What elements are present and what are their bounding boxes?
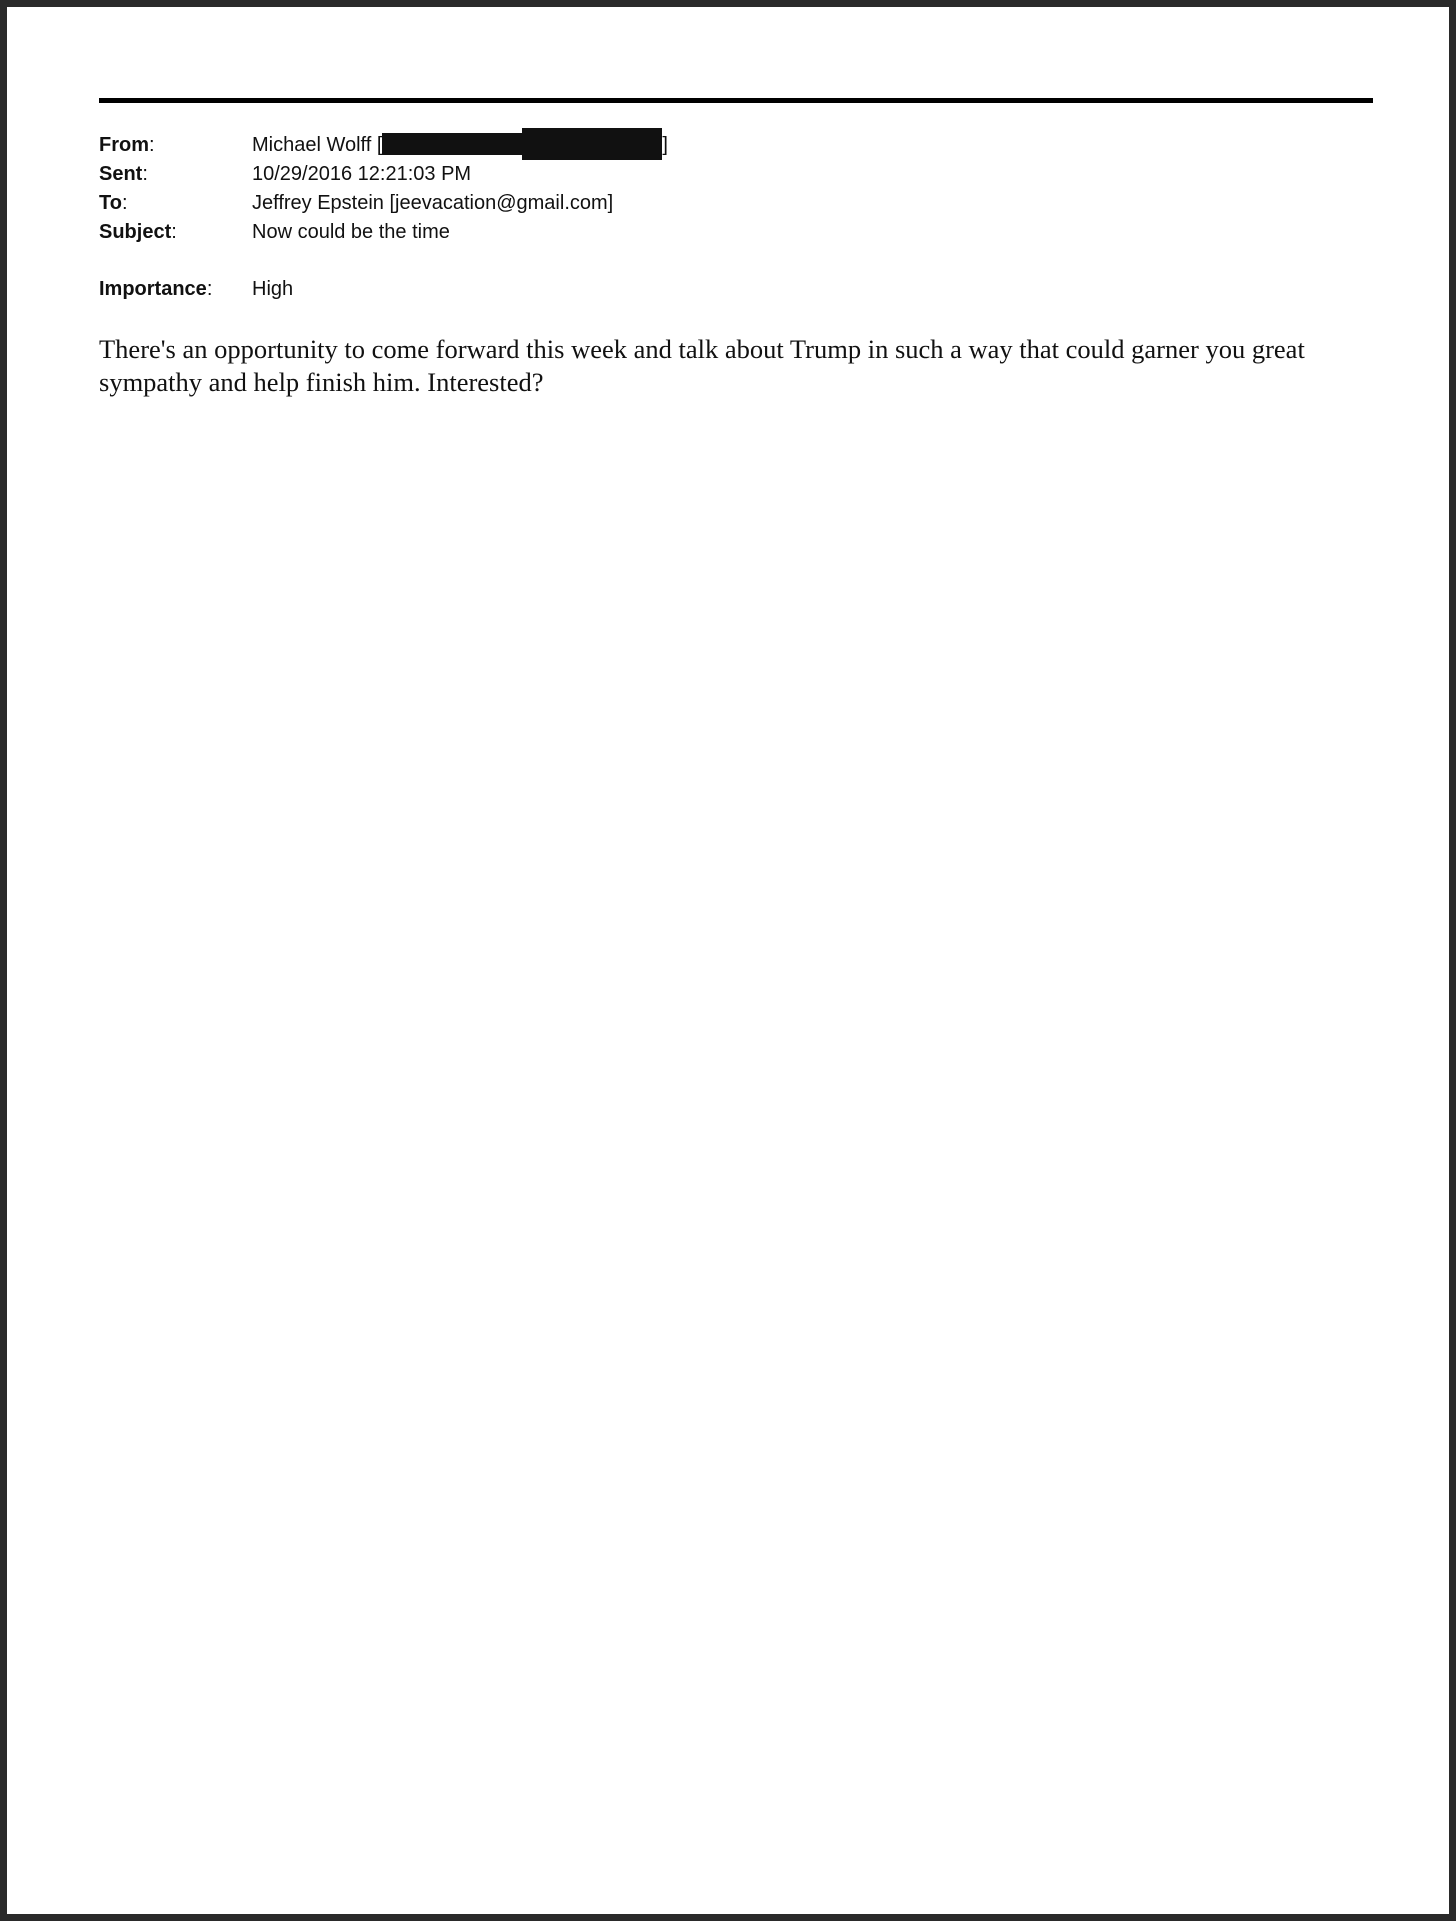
- from-name: Michael Wolff [: [252, 134, 383, 156]
- sent-label: Sent:: [99, 163, 148, 185]
- redaction-block: [382, 133, 522, 155]
- subject-label: Subject:: [99, 221, 177, 243]
- header-rule: [99, 98, 1373, 103]
- to-label: To:: [99, 192, 128, 214]
- redaction-block: [522, 128, 662, 160]
- from-label: From:: [99, 134, 155, 156]
- subject-value: Now could be the time: [252, 221, 450, 243]
- sent-value: 10/29/2016 12:21:03 PM: [252, 163, 472, 185]
- email-body: There's an opportunity to come forward this week and talk about Trump in such a way that could garner you great sympathy and help finish him. Interested?: [99, 334, 1305, 397]
- to-value: Jeffrey Epstein [jeevacation@gmail.com]: [252, 192, 614, 214]
- importance-label: Importance:: [99, 278, 213, 300]
- from-value: [252, 131, 668, 160]
- from-suffix: ]: [662, 134, 668, 156]
- importance-value: High: [252, 278, 294, 300]
